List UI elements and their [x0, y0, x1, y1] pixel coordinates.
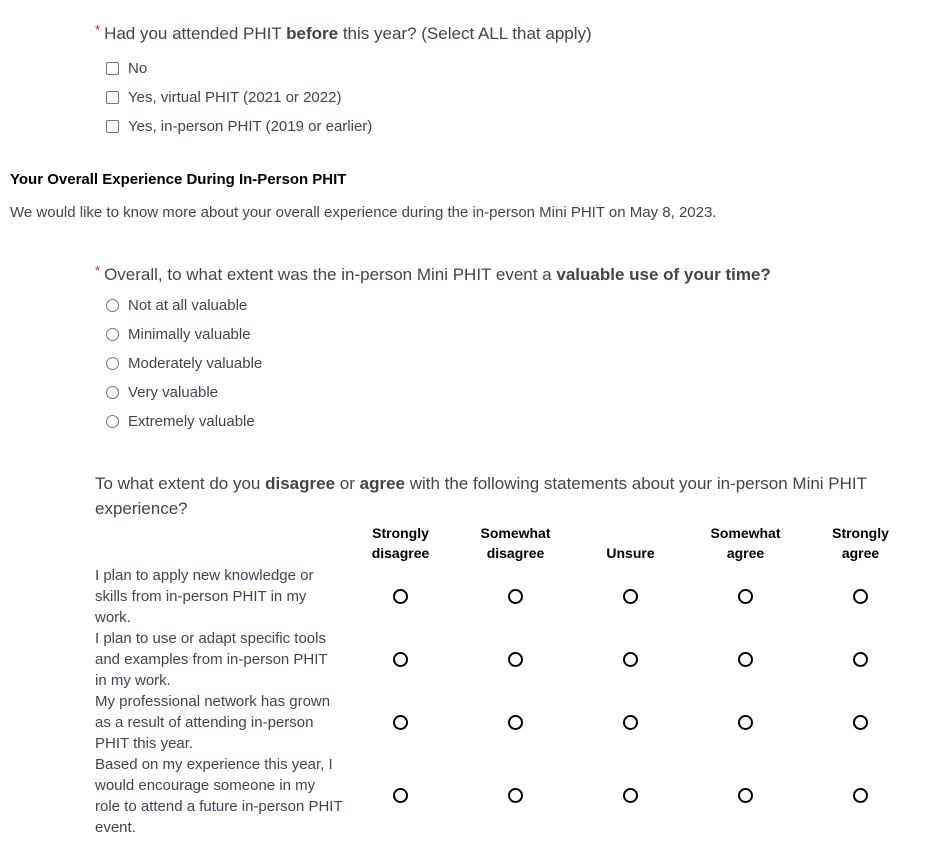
matrix-statement: My professional network has grown as a result of attending in-person PHIT this year.	[95, 693, 331, 752]
matrix-radio-cell	[343, 754, 458, 838]
matrix-radio-button[interactable]	[508, 652, 523, 667]
matrix-radio-cell	[458, 754, 573, 838]
radio-button[interactable]	[106, 386, 119, 399]
section-description: We would like to know more about your overall experience during the in-person Mini PHIT on May 8, 2023.	[10, 204, 717, 221]
matrix-header-empty	[95, 523, 343, 565]
matrix-radio-button[interactable]	[508, 788, 523, 803]
radio-option-minimally-valuable[interactable]	[106, 326, 947, 342]
matrix-row-apply-knowledge	[95, 565, 918, 628]
matrix-radio-button[interactable]	[393, 715, 408, 730]
matrix-radio-button[interactable]	[853, 589, 868, 604]
required-asterisk: *	[95, 263, 101, 278]
matrix-radio-cell	[573, 691, 688, 754]
radio-option-label: Very valuable	[128, 383, 219, 401]
question-matrix-agreement	[95, 471, 947, 838]
matrix-radio-button[interactable]	[738, 652, 753, 667]
radio-option-label: Minimally valuable	[128, 325, 251, 343]
matrix-radio-cell	[573, 754, 688, 838]
radio-option-label: Moderately valuable	[128, 354, 263, 372]
radio-option-label: Extremely valuable	[128, 412, 255, 430]
matrix-statement: I plan to apply new knowledge or skills from in-person PHIT in my work.	[95, 567, 314, 626]
matrix-radio-cell	[573, 565, 688, 628]
question-valuable-use	[95, 259, 947, 429]
matrix-radio-button[interactable]	[853, 652, 868, 667]
question-text-bold: valuable use of your time?	[556, 265, 771, 284]
question-text-segment: To what extent do you	[95, 474, 266, 493]
radio-option-list	[106, 297, 947, 429]
matrix-radio-cell	[803, 754, 918, 838]
matrix-radio-button[interactable]	[738, 788, 753, 803]
question-prior-attendance	[95, 0, 947, 134]
matrix-radio-button[interactable]	[623, 715, 638, 730]
checkbox-option-label: Yes, virtual PHIT (2021 or 2022)	[128, 88, 342, 106]
matrix-radio-button[interactable]	[393, 788, 408, 803]
question-text-segment: Had you attended PHIT	[104, 24, 287, 43]
checkbox-option-no[interactable]	[106, 60, 947, 76]
checkbox-option-label: No	[128, 59, 148, 77]
matrix-radio-button[interactable]	[508, 589, 523, 604]
matrix-radio-cell	[803, 691, 918, 754]
matrix-radio-button[interactable]	[623, 652, 638, 667]
radio-option-moderately-valuable[interactable]	[106, 355, 947, 371]
matrix-column-somewhat-agree: Somewhat agree	[710, 525, 781, 561]
matrix-radio-cell	[803, 628, 918, 691]
matrix-radio-cell	[688, 691, 803, 754]
matrix-statement: Based on my experience this year, I would encourage someone in my role to attend a future in-person PHIT event.	[95, 756, 343, 836]
checkbox-option-label: Yes, in-person PHIT (2019 or earlier)	[128, 117, 373, 135]
checkbox[interactable]	[106, 120, 119, 133]
matrix-radio-button[interactable]	[853, 788, 868, 803]
matrix-radio-button[interactable]	[508, 715, 523, 730]
radio-option-not-at-all-valuable[interactable]	[106, 297, 947, 313]
matrix-radio-button[interactable]	[393, 589, 408, 604]
matrix-radio-button[interactable]	[393, 652, 408, 667]
matrix-column-strongly-agree: Strongly agree	[832, 525, 889, 561]
required-asterisk: *	[95, 22, 101, 37]
matrix-radio-cell	[688, 565, 803, 628]
radio-option-very-valuable[interactable]	[106, 384, 947, 400]
matrix-radio-button[interactable]	[738, 589, 753, 604]
matrix-radio-button[interactable]	[623, 788, 638, 803]
question-text-bold: before	[286, 24, 339, 43]
matrix-radio-cell	[803, 565, 918, 628]
question-text-segment: or	[335, 474, 360, 493]
matrix-radio-cell	[458, 691, 573, 754]
question-text-bold: disagree	[265, 474, 336, 493]
matrix-radio-cell	[458, 565, 573, 628]
matrix-row-encourage-others	[95, 754, 918, 838]
matrix-column-strongly-disagree: Strongly disagree	[371, 525, 430, 561]
matrix-header-row	[95, 523, 918, 565]
question-text-segment: with the following statements about your in-person Mini PHIT experience?	[95, 474, 867, 518]
matrix-radio-cell	[688, 628, 803, 691]
matrix-radio-cell	[343, 628, 458, 691]
question-text-bold: agree	[359, 474, 405, 493]
matrix-row-use-tools	[95, 628, 918, 691]
matrix-radio-button[interactable]	[853, 715, 868, 730]
radio-button[interactable]	[106, 299, 119, 312]
radio-button[interactable]	[106, 328, 119, 341]
matrix-prompt	[95, 471, 895, 521]
matrix-column-unsure: Unsure	[606, 545, 655, 561]
radio-option-label: Not at all valuable	[128, 296, 248, 314]
checkbox[interactable]	[106, 62, 119, 75]
checkbox-option-virtual-phit[interactable]	[106, 89, 947, 105]
matrix-radio-cell	[343, 691, 458, 754]
section-title: Your Overall Experience During In-Person PHIT	[10, 171, 347, 188]
question-text-segment: this year? (Select ALL that apply)	[338, 24, 592, 43]
checkbox-option-list	[106, 60, 947, 134]
matrix-radio-button[interactable]	[623, 589, 638, 604]
matrix-table	[95, 523, 918, 838]
radio-button[interactable]	[106, 357, 119, 370]
question-text-segment: Overall, to what extent was the in-person Mini PHIT event a	[104, 265, 557, 284]
matrix-radio-button[interactable]	[738, 715, 753, 730]
matrix-radio-cell	[688, 754, 803, 838]
question-prior-attendance-text	[95, 18, 947, 46]
matrix-column-somewhat-disagree: Somewhat disagree	[480, 525, 551, 561]
matrix-radio-cell	[458, 628, 573, 691]
radio-option-extremely-valuable[interactable]	[106, 413, 947, 429]
checkbox[interactable]	[106, 91, 119, 104]
section-overall-experience	[10, 170, 947, 222]
matrix-radio-cell	[573, 628, 688, 691]
checkbox-option-inperson-phit[interactable]	[106, 118, 947, 134]
radio-button[interactable]	[106, 415, 119, 428]
matrix-radio-cell	[343, 565, 458, 628]
matrix-statement: I plan to use or adapt specific tools and examples from in-person PHIT in my work.	[95, 630, 328, 689]
matrix-row-network-grown	[95, 691, 918, 754]
question-valuable-use-text	[95, 259, 947, 287]
